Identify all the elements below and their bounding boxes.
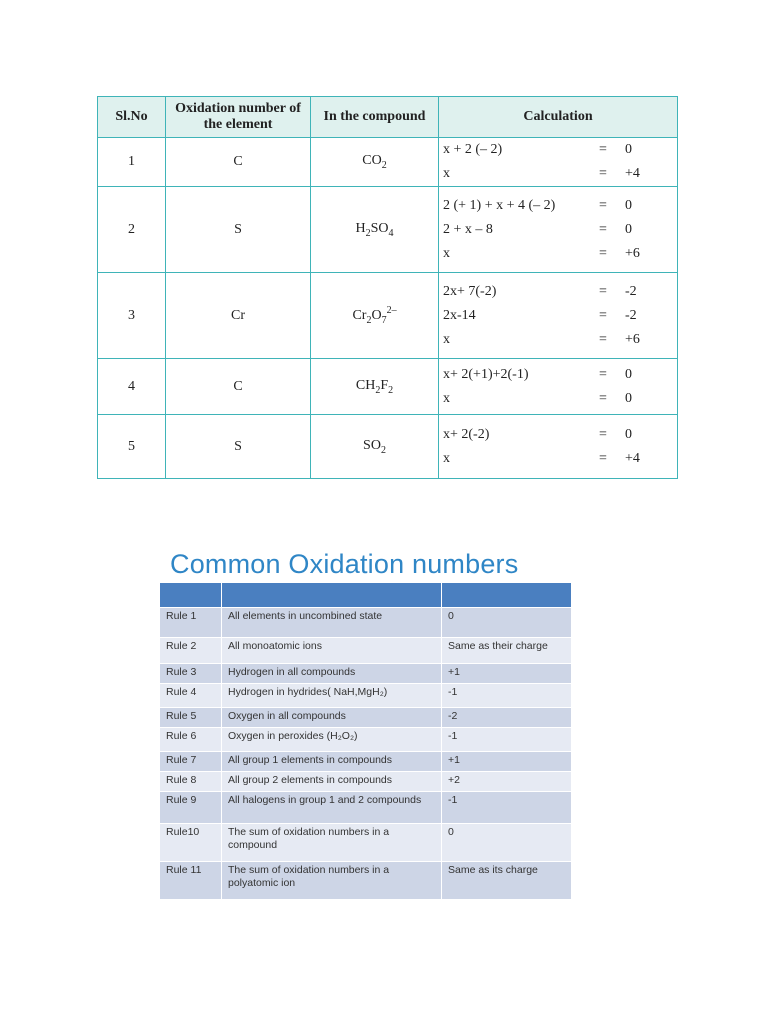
cell-calculation	[439, 138, 678, 187]
calc-equals: =	[599, 331, 607, 347]
cell-sl-no: 1	[98, 138, 166, 187]
calc-line	[443, 304, 671, 328]
rule-label: Rule 9	[160, 792, 222, 824]
formula-part: 2	[381, 160, 387, 171]
rule-label: Rule 2	[160, 638, 222, 664]
rule-description: Hydrogen in hydrides( NaH,MgH₂)	[222, 684, 442, 708]
rule-value: Same as its charge	[442, 862, 572, 900]
rule-value: 0	[442, 608, 572, 638]
calc-expression: x	[443, 245, 450, 261]
calc-result: 0	[625, 142, 632, 157]
rules-header-cell	[160, 583, 222, 608]
formula-part: 2	[366, 315, 372, 326]
calc-result: -2	[625, 307, 637, 323]
header-compound: In the compound	[311, 97, 439, 138]
formula-part: 7	[381, 315, 387, 326]
rule-label: Rule 3	[160, 664, 222, 684]
cell-calculation	[439, 273, 678, 359]
cell-element: S	[166, 415, 311, 479]
table-header-row	[98, 97, 678, 138]
calc-equals: =	[599, 307, 607, 323]
calc-equals: =	[599, 166, 607, 181]
calc-line	[443, 138, 671, 162]
rule-description: All halogens in group 1 and 2 compounds	[222, 792, 442, 824]
rule-value: +2	[442, 772, 572, 792]
table-row	[98, 359, 678, 415]
rule-row	[160, 728, 572, 752]
rule-value: -1	[442, 728, 572, 752]
cell-element: C	[166, 359, 311, 415]
formula-part: Cr	[352, 308, 367, 323]
calc-expression: x	[443, 166, 450, 181]
rule-row	[160, 862, 572, 900]
calc-result: 0	[625, 366, 632, 382]
calc-expression: x+ 2(-2)	[443, 426, 490, 442]
cell-sl-no: 5	[98, 415, 166, 479]
table-row	[98, 415, 678, 479]
header-oxidation-number: Oxidation number of the element	[166, 97, 311, 138]
oxidation-calculation-table	[97, 96, 678, 479]
rule-row	[160, 752, 572, 772]
rule-row	[160, 772, 572, 792]
cell-compound	[311, 273, 439, 359]
calc-line	[443, 194, 671, 218]
rules-header-cell	[222, 583, 442, 608]
rules-table	[160, 583, 572, 900]
formula-part: SO	[363, 437, 381, 453]
rule-label: Rule 5	[160, 708, 222, 728]
cell-compound	[311, 138, 439, 187]
formula-part: 2	[380, 444, 386, 456]
rule-description: All group 2 elements in compounds	[222, 772, 442, 792]
cell-element: Cr	[166, 273, 311, 359]
cell-calculation	[439, 187, 678, 273]
formula-part: CO	[362, 153, 382, 168]
formula-part: 2	[388, 384, 394, 396]
table-row	[98, 273, 678, 359]
calc-expression: 2x-14	[443, 307, 476, 323]
oxidation-table-body	[98, 138, 678, 479]
calc-equals: =	[599, 221, 607, 237]
calc-equals: =	[599, 426, 607, 442]
header-sl-no: Sl.No	[98, 97, 166, 138]
calc-result: +4	[625, 450, 640, 466]
rule-value: -2	[442, 708, 572, 728]
calc-equals: =	[599, 142, 607, 157]
rule-value: +1	[442, 752, 572, 772]
cell-compound	[311, 187, 439, 273]
calc-equals: =	[599, 390, 607, 406]
rule-value: +1	[442, 664, 572, 684]
formula-part: CH	[355, 377, 376, 393]
formula-part: SO	[370, 220, 389, 236]
rule-label: Rule 11	[160, 862, 222, 900]
cell-sl-no: 3	[98, 273, 166, 359]
rules-table-body	[160, 583, 572, 900]
calc-expression: 2x+ 7(-2)	[443, 283, 497, 299]
rule-row	[160, 684, 572, 708]
rule-description: All monoatomic ions	[222, 638, 442, 664]
calc-line	[443, 363, 671, 387]
formula-part: 2	[375, 384, 381, 396]
calc-expression: x	[443, 331, 450, 347]
rule-description: All elements in uncombined state	[222, 608, 442, 638]
calc-expression: x+ 2(+1)+2(-1)	[443, 366, 529, 382]
calc-equals: =	[599, 450, 607, 466]
formula-part: F	[380, 377, 389, 393]
rule-row	[160, 824, 572, 862]
cell-sl-no: 4	[98, 359, 166, 415]
calc-line	[443, 447, 671, 471]
rule-value: Same as their charge	[442, 638, 572, 664]
calc-equals: =	[599, 197, 607, 213]
panel-title: Common Oxidation numbers	[170, 549, 519, 579]
calc-result: +4	[625, 166, 640, 181]
header-calculation: Calculation	[439, 97, 678, 138]
cell-calculation	[439, 359, 678, 415]
calc-expression: x + 2 (– 2)	[443, 142, 503, 157]
rule-description: All group 1 elements in compounds	[222, 752, 442, 772]
rule-value: -1	[442, 684, 572, 708]
rule-description: The sum of oxidation numbers in a compound	[222, 824, 442, 862]
rule-description: Oxygen in peroxides (H₂O₂)	[222, 728, 442, 752]
calc-result: +6	[625, 245, 640, 261]
rule-label: Rule 4	[160, 684, 222, 708]
rule-value: -1	[442, 792, 572, 824]
calc-line	[443, 328, 671, 352]
calc-result: -2	[625, 283, 637, 299]
rule-label: Rule 8	[160, 772, 222, 792]
rule-description: Oxygen in all compounds	[222, 708, 442, 728]
cell-compound	[311, 359, 439, 415]
cell-sl-no: 2	[98, 187, 166, 273]
calc-line	[443, 280, 671, 304]
rule-row	[160, 708, 572, 728]
formula-part: 2	[365, 227, 371, 239]
rule-label: Rule 7	[160, 752, 222, 772]
rule-label: Rule 1	[160, 608, 222, 638]
rule-label: Rule10	[160, 824, 222, 862]
table-row	[98, 138, 678, 187]
formula-part: 4	[388, 227, 394, 239]
rule-row	[160, 608, 572, 638]
calc-result: 0	[625, 197, 632, 213]
rules-header-cell	[442, 583, 572, 608]
calc-equals: =	[599, 366, 607, 382]
calc-equals: =	[599, 245, 607, 261]
formula-part: O	[371, 308, 382, 323]
cell-calculation	[439, 415, 678, 479]
calc-result: 0	[625, 426, 632, 442]
rule-description: The sum of oxidation numbers in a polyatomic ion	[222, 862, 442, 900]
calc-result: 0	[625, 390, 632, 406]
calc-line	[443, 218, 671, 242]
formula-part: H	[355, 220, 366, 236]
calc-result: +6	[625, 331, 640, 347]
calc-expression: x	[443, 450, 450, 466]
cell-element: S	[166, 187, 311, 273]
rule-row	[160, 638, 572, 664]
calc-equals: =	[599, 283, 607, 299]
rule-description: Hydrogen in all compounds	[222, 664, 442, 684]
calc-result: 0	[625, 221, 632, 237]
calc-expression: 2 + x – 8	[443, 221, 493, 237]
calc-expression: x	[443, 390, 450, 406]
calc-line	[443, 387, 671, 411]
rules-header-row	[160, 583, 572, 608]
rule-row	[160, 792, 572, 824]
calc-line	[443, 162, 671, 186]
common-oxidation-numbers-panel	[160, 545, 572, 900]
calc-line	[443, 423, 671, 447]
calc-expression: 2 (+ 1) + x + 4 (– 2)	[443, 197, 556, 213]
calc-line	[443, 242, 671, 266]
cell-compound	[311, 415, 439, 479]
rule-label: Rule 6	[160, 728, 222, 752]
table-row	[98, 187, 678, 273]
formula-part: 2–	[386, 305, 397, 316]
rule-row	[160, 664, 572, 684]
cell-element: C	[166, 138, 311, 187]
rule-value: 0	[442, 824, 572, 862]
